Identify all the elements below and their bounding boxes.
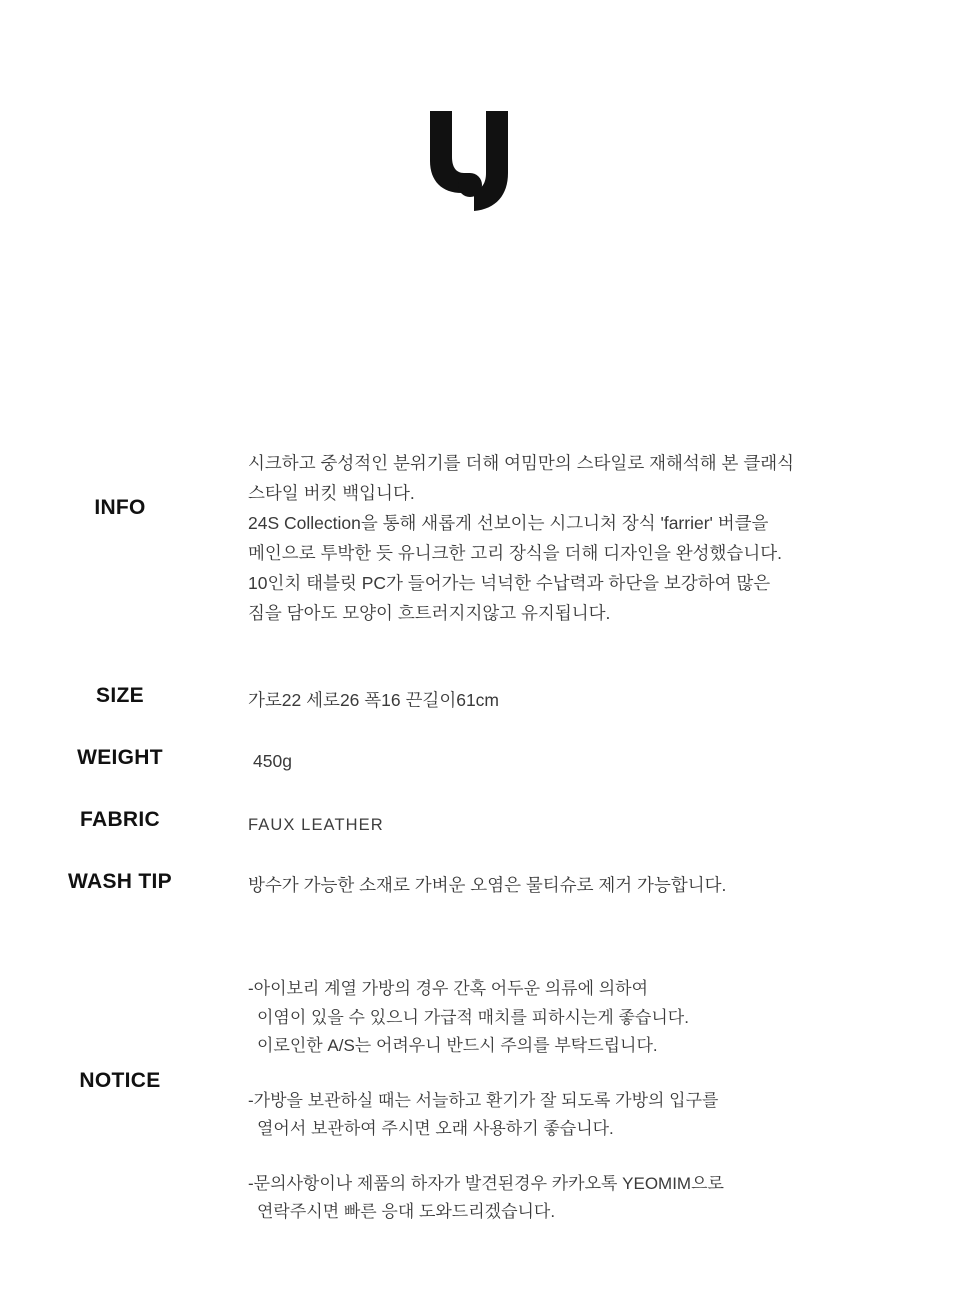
spec-label-fabric: FABRIC bbox=[80, 808, 160, 831]
brand-logo bbox=[0, 96, 960, 226]
yeomim-y-logo-icon bbox=[424, 109, 536, 213]
info-line-3: 24S Collection을 통해 새롭게 선보이는 시그니처 장식 'farrier' 버클을 bbox=[248, 513, 769, 534]
spec-label-size: SIZE bbox=[96, 684, 144, 707]
notice-2-line-2: 열어서 보관하여 주시면 오래 사용하기 좋습니다. bbox=[257, 1119, 614, 1139]
notice-block bbox=[248, 1170, 938, 1227]
notice-1-line-2: 이염이 있을 수 있으니 가급적 매치를 피하시는게 좋습니다. bbox=[257, 1007, 689, 1027]
spec-value-size: 가로22 세로26 폭16 끈길이61cm bbox=[248, 690, 500, 710]
spec-label-notice: NOTICE bbox=[79, 1069, 161, 1092]
spec-row-weight bbox=[0, 746, 960, 776]
info-line-6: 짐을 담아도 모양이 흐트러지지않고 유지됩니다. bbox=[248, 603, 611, 624]
spec-label-weight: WEIGHT bbox=[77, 746, 163, 769]
notice-1-line-1: -아이보리 계열 가방의 경우 간혹 어두운 의류에 의하여 bbox=[248, 979, 649, 998]
spec-value-notice bbox=[248, 975, 938, 1227]
info-line-2: 스타일 버킷 백입니다. bbox=[248, 483, 415, 504]
spec-value-weight: 450g bbox=[253, 751, 292, 771]
spec-row-info bbox=[0, 448, 960, 629]
notice-block bbox=[248, 1087, 938, 1144]
info-line-1: 시크하고 중성적인 분위기를 더해 여밈만의 스타일로 재해석해 본 클래식 bbox=[248, 453, 795, 473]
notice-3-line-2: 연락주시면 빠른 응대 도와드리겠습니다. bbox=[257, 1202, 556, 1222]
spec-value-info bbox=[248, 448, 938, 629]
spec-row-notice bbox=[0, 975, 960, 1227]
spec-value-fabric: FAUX LEATHER bbox=[248, 816, 384, 834]
spec-value-wash-tip: 방수가 가능한 소재로 가벼운 오염은 물티슈로 제거 가능합니다. bbox=[248, 875, 727, 895]
spec-label-info: INFO bbox=[94, 496, 146, 519]
notice-block bbox=[248, 975, 938, 1061]
info-line-4: 메인으로 투박한 듯 유니크한 고리 장식을 더해 디자인을 완성했습니다. bbox=[248, 543, 783, 564]
spec-row-wash-tip bbox=[0, 870, 960, 900]
spec-row-fabric bbox=[0, 808, 960, 839]
notice-1-line-3: 이로인한 A/S는 어려우니 반드시 주의를 부탁드립니다. bbox=[257, 1036, 658, 1056]
notice-3-line-1: -문의사항이나 제품의 하자가 발견된경우 카카오톡 YEOMIM으로 bbox=[248, 1173, 724, 1193]
spec-label-wash-tip: WASH TIP bbox=[68, 870, 172, 893]
info-line-5: 10인치 태블릿 PC가 들어가는 넉넉한 수납력과 하단을 보강하여 많은 bbox=[248, 573, 771, 594]
spec-row-size bbox=[0, 684, 960, 715]
notice-2-line-1: -가방을 보관하실 때는 서늘하고 환기가 잘 되도록 가방의 입구를 bbox=[248, 1090, 719, 1110]
